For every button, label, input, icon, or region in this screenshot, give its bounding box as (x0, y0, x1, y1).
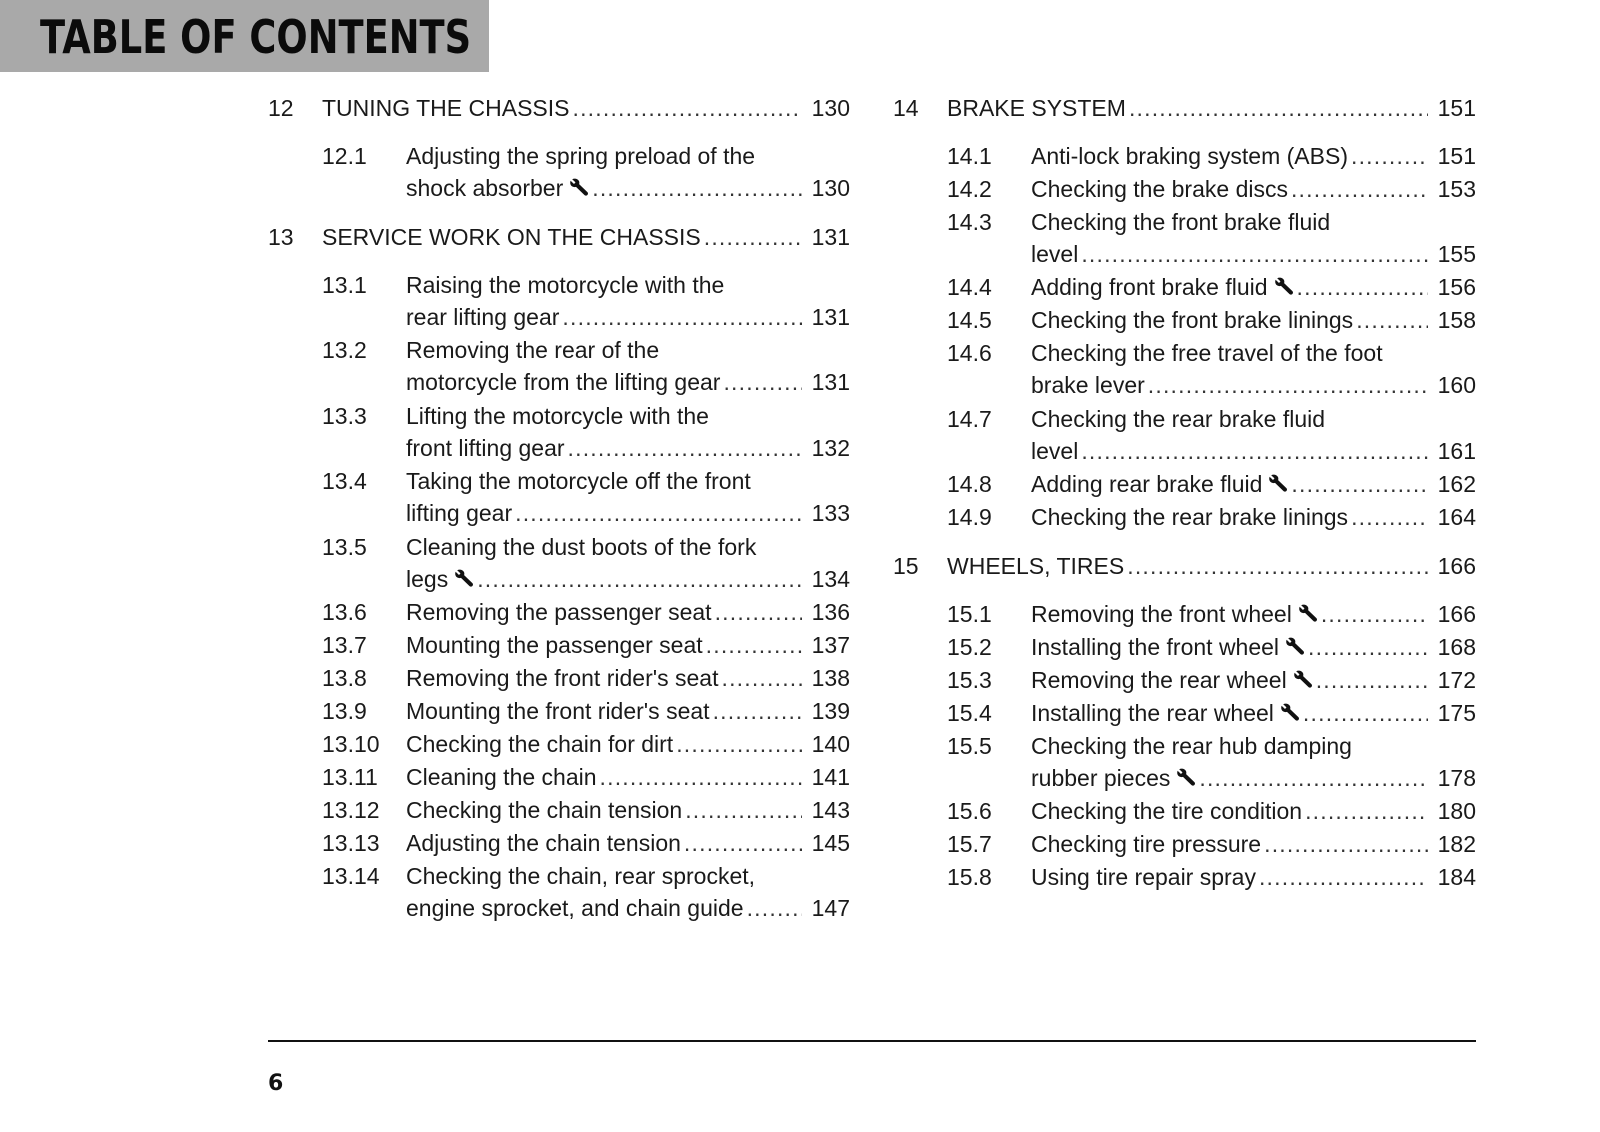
entry-page-number[interactable]: 139 (811, 698, 850, 724)
entry-number: 14.2 (947, 176, 992, 202)
entry-page-number[interactable]: 131 (811, 224, 850, 250)
entry-page-number[interactable]: 130 (811, 175, 850, 201)
entry-number: 13.2 (322, 337, 367, 363)
entry-title: Removing the passenger seat (406, 599, 712, 625)
entry-line (406, 400, 850, 432)
footer-divider (268, 1040, 1476, 1042)
dot-leader (1129, 92, 1428, 124)
entry-title: rubber pieces (1031, 765, 1171, 791)
dot-leader (573, 92, 803, 124)
entry-title: TUNING THE CHASSIS (322, 95, 570, 121)
entry-title-area (406, 761, 850, 793)
entry-title-area (406, 695, 850, 727)
dot-leader (1308, 631, 1428, 663)
entry-line (406, 662, 850, 694)
entry-title: Checking the chain for dirt (406, 731, 674, 757)
dot-leader (1351, 140, 1428, 172)
entry-number: 14.6 (947, 340, 992, 366)
entry-page-number[interactable]: 168 (1437, 634, 1476, 660)
dot-leader (477, 563, 802, 595)
dot-leader (676, 728, 802, 760)
entry-title-area (1031, 795, 1476, 827)
entry-number: 13.13 (322, 830, 380, 856)
entry-number: 13.3 (322, 403, 367, 429)
entry-page-number[interactable]: 178 (1437, 765, 1476, 791)
dot-leader (1291, 173, 1428, 205)
dot-leader (1321, 598, 1428, 630)
entry-title: motorcycle from the lifting gear (406, 369, 721, 395)
entry-title-area (1031, 468, 1476, 500)
entry-number: 14.8 (947, 471, 992, 497)
entry-line (406, 531, 850, 563)
entry-title-area (406, 860, 850, 924)
entry-line (406, 728, 850, 760)
entry-line (1031, 730, 1476, 762)
entry-title: Using tire repair spray (1031, 864, 1256, 890)
dot-leader (1303, 697, 1428, 729)
entry-line (406, 465, 850, 497)
dot-leader (1264, 828, 1428, 860)
dot-leader (515, 497, 802, 529)
dot-leader (1148, 369, 1428, 401)
entry-number: 13.11 (322, 764, 378, 790)
page-title: TABLE OF CONTENTS (40, 10, 472, 64)
entry-title-area (406, 140, 850, 204)
entry-page-number[interactable]: 132 (811, 435, 850, 461)
entry-page-number[interactable]: 143 (811, 797, 850, 823)
entry-title: Checking the tire condition (1031, 798, 1303, 824)
entry-title: Removing the front wheel (1031, 601, 1292, 627)
entry-number: 13.7 (322, 632, 367, 658)
entry-page-number[interactable]: 130 (811, 95, 850, 121)
entry-number: 13 (268, 224, 294, 250)
entry-page-number[interactable]: 138 (811, 665, 850, 691)
entry-title-area (1031, 337, 1476, 401)
entry-title-area (1031, 501, 1476, 533)
dot-leader (568, 432, 802, 464)
entry-title: Removing the rear wheel (1031, 667, 1287, 693)
dot-leader (1305, 795, 1428, 827)
entry-page-number[interactable]: 136 (811, 599, 850, 625)
entry-page-number[interactable]: 131 (811, 304, 850, 330)
entry-number: 13.14 (322, 863, 380, 889)
entry-number: 12.1 (322, 143, 367, 169)
entry-number: 12 (268, 95, 294, 121)
entry-number: 15.6 (947, 798, 992, 824)
entry-page-number[interactable]: 164 (1437, 504, 1476, 530)
entry-line (322, 92, 850, 124)
entry-number: 13.9 (322, 698, 367, 724)
dot-leader (706, 629, 802, 661)
entry-line (1031, 468, 1476, 500)
entry-line (406, 892, 850, 924)
entry-title: Checking the brake discs (1031, 176, 1288, 202)
entry-number: 13.10 (322, 731, 380, 757)
entry-page-number[interactable]: 145 (811, 830, 850, 856)
entry-number: 14.4 (947, 274, 992, 300)
entry-title-area (1031, 173, 1476, 205)
entry-title: Installing the front wheel (1031, 634, 1280, 660)
entry-line (406, 794, 850, 826)
entry-number: 13.8 (322, 665, 367, 691)
entry-title: Cleaning the dust boots of the fork (406, 534, 757, 560)
dot-leader (721, 662, 802, 694)
entry-title: Mounting the passenger seat (406, 632, 703, 658)
dot-leader (684, 827, 802, 859)
entry-title: rear lifting gear (406, 304, 560, 330)
wrench-icon (1298, 604, 1318, 622)
entry-title: Taking the motorcycle off the front (406, 468, 751, 494)
dot-leader (685, 794, 802, 826)
dot-leader (1127, 550, 1428, 582)
entry-page-number[interactable]: 175 (1437, 700, 1476, 726)
entry-line (406, 761, 850, 793)
dot-leader (592, 172, 802, 204)
entry-title: Raising the motorcycle with the (406, 272, 725, 298)
entry-page-number[interactable]: 141 (811, 764, 850, 790)
entry-title: WHEELS, TIRES (947, 553, 1125, 579)
entry-title: front lifting gear (406, 435, 565, 461)
entry-page-number[interactable]: 166 (1437, 601, 1476, 627)
entry-line (1031, 795, 1476, 827)
entry-line (1031, 403, 1476, 435)
entry-page-number[interactable]: 180 (1437, 798, 1476, 824)
header-band (0, 0, 489, 72)
entry-title-area (947, 550, 1476, 582)
entry-line (406, 172, 850, 204)
entry-line (406, 695, 850, 727)
entry-number: 15 (893, 553, 919, 579)
entry-title-area (406, 269, 850, 333)
dot-leader (1316, 664, 1428, 696)
entry-line (1031, 369, 1476, 401)
wrench-icon (1293, 670, 1313, 688)
entry-title-area (406, 400, 850, 464)
entry-line (406, 563, 850, 595)
entry-page-number[interactable]: 172 (1437, 667, 1476, 693)
entry-title: Adjusting the chain tension (406, 830, 681, 856)
entry-title: engine sprocket, and chain guide (406, 895, 744, 921)
entry-page-number[interactable]: 131 (811, 369, 850, 395)
entry-title: shock absorber (406, 175, 564, 201)
entry-page-number[interactable]: 134 (811, 566, 850, 592)
entry-title-area (322, 221, 850, 253)
entry-title-area (1031, 140, 1476, 172)
entry-line (406, 596, 850, 628)
entry-title-area (1031, 631, 1476, 663)
wrench-icon (454, 569, 474, 587)
entry-line (1031, 598, 1476, 630)
entry-page-number[interactable]: 161 (1437, 438, 1476, 464)
entry-title-area (947, 92, 1476, 124)
entry-line (1031, 337, 1476, 369)
entry-title: SERVICE WORK ON THE CHASSIS (322, 224, 701, 250)
entry-page-number[interactable]: 153 (1437, 176, 1476, 202)
entry-title: level (1031, 438, 1079, 464)
wrench-icon (1176, 768, 1196, 786)
entry-title: Removing the front rider's seat (406, 665, 719, 691)
entry-title: Checking the free travel of the foot (1031, 340, 1383, 366)
entry-line (1031, 762, 1476, 794)
entry-title: Anti-lock braking system (ABS) (1031, 143, 1348, 169)
entry-line (1031, 664, 1476, 696)
entry-title: lifting gear (406, 500, 513, 526)
entry-title-area (406, 629, 850, 661)
entry-line (406, 629, 850, 661)
entry-number: 14 (893, 95, 919, 121)
entry-line (1031, 631, 1476, 663)
entry-number: 14.5 (947, 307, 992, 333)
entry-title: Adding front brake fluid (1031, 274, 1268, 300)
wrench-icon (569, 178, 589, 196)
entry-line (947, 550, 1476, 582)
entry-page-number[interactable]: 162 (1437, 471, 1476, 497)
entry-page-number[interactable]: 158 (1437, 307, 1476, 333)
entry-title-area (1031, 304, 1476, 336)
entry-title-area (406, 531, 850, 595)
entry-title-area (406, 596, 850, 628)
entry-title: Checking the rear hub damping (1031, 733, 1352, 759)
entry-title: Checking the rear brake fluid (1031, 406, 1326, 432)
entry-title-area (1031, 861, 1476, 893)
entry-title: Checking the chain tension (406, 797, 683, 823)
entry-title: legs (406, 566, 449, 592)
entry-page-number[interactable]: 140 (811, 731, 850, 757)
entry-number: 13.4 (322, 468, 367, 494)
entry-number: 15.4 (947, 700, 992, 726)
entry-page-number[interactable]: 156 (1437, 274, 1476, 300)
entry-line (1031, 501, 1476, 533)
entry-line (1031, 173, 1476, 205)
entry-title: Checking the front brake fluid (1031, 209, 1331, 235)
dot-leader (1356, 304, 1428, 336)
entry-title-area (1031, 206, 1476, 270)
dot-leader (600, 761, 802, 793)
wrench-icon (1274, 277, 1294, 295)
dot-leader (1259, 861, 1428, 893)
entry-page-number[interactable]: 155 (1437, 241, 1476, 267)
entry-line (406, 269, 850, 301)
entry-title-area (406, 728, 850, 760)
entry-line (406, 301, 850, 333)
entry-number: 14.1 (947, 143, 992, 169)
entry-title: Mounting the front rider's seat (406, 698, 710, 724)
entry-number: 15.2 (947, 634, 992, 660)
entry-number: 15.8 (947, 864, 992, 890)
entry-title-area (406, 662, 850, 694)
entry-line (1031, 238, 1476, 270)
dot-leader (713, 695, 802, 727)
entry-title-area (406, 827, 850, 859)
dot-leader (715, 596, 802, 628)
entry-page-number[interactable]: 166 (1437, 553, 1476, 579)
entry-page-number[interactable]: 137 (811, 632, 850, 658)
entry-number: 13.6 (322, 599, 367, 625)
entry-line (322, 221, 850, 253)
entry-title: Installing the rear wheel (1031, 700, 1274, 726)
entry-title-area (406, 794, 850, 826)
entry-page-number[interactable]: 184 (1437, 864, 1476, 890)
entry-title: Checking the front brake linings (1031, 307, 1354, 333)
entry-title-area (1031, 697, 1476, 729)
entry-title-area (406, 465, 850, 529)
dot-leader (562, 301, 802, 333)
entry-line (406, 432, 850, 464)
entry-title: Adjusting the spring preload of the (406, 143, 756, 169)
wrench-icon (1268, 474, 1288, 492)
entry-line (406, 140, 850, 172)
dot-leader (1081, 238, 1428, 270)
entry-page-number[interactable]: 160 (1437, 372, 1476, 398)
entry-title-area (1031, 403, 1476, 467)
page-number: 6 (268, 1071, 284, 1096)
entry-number: 13.1 (322, 272, 367, 298)
entry-number: 15.1 (947, 601, 992, 627)
entry-title: Checking the chain, rear sprocket, (406, 863, 756, 889)
dot-leader (704, 221, 802, 253)
dot-leader (1199, 762, 1428, 794)
entry-line (1031, 435, 1476, 467)
entry-line (1031, 271, 1476, 303)
entry-title: Checking tire pressure (1031, 831, 1262, 857)
entry-line (406, 497, 850, 529)
entry-title-area (1031, 664, 1476, 696)
entry-title-area (1031, 598, 1476, 630)
entry-line (1031, 828, 1476, 860)
entry-line (406, 860, 850, 892)
entry-page-number[interactable]: 182 (1437, 831, 1476, 857)
entry-number: 15.3 (947, 667, 992, 693)
entry-line (406, 334, 850, 366)
dot-leader (747, 892, 802, 924)
entry-title: Removing the rear of the (406, 337, 660, 363)
entry-title: Cleaning the chain (406, 764, 597, 790)
entry-line (1031, 140, 1476, 172)
entry-number: 15.7 (947, 831, 992, 857)
entry-title-area (1031, 828, 1476, 860)
entry-line (947, 92, 1476, 124)
entry-title: level (1031, 241, 1079, 267)
entry-line (1031, 697, 1476, 729)
dot-leader (1351, 501, 1428, 533)
entry-line (1031, 206, 1476, 238)
entry-page-number[interactable]: 147 (811, 895, 850, 921)
entry-title-area (322, 92, 850, 124)
entry-title: Checking the rear brake linings (1031, 504, 1349, 530)
entry-title: brake lever (1031, 372, 1145, 398)
entry-line (406, 827, 850, 859)
dot-leader (1291, 468, 1428, 500)
entry-title-area (1031, 271, 1476, 303)
entry-number: 14.3 (947, 209, 992, 235)
entry-title: Adding rear brake fluid (1031, 471, 1263, 497)
wrench-icon (1280, 703, 1300, 721)
entry-title: Lifting the motorcycle with the (406, 403, 709, 429)
entry-line (1031, 304, 1476, 336)
entry-line (1031, 861, 1476, 893)
entry-number: 14.7 (947, 406, 992, 432)
entry-line (406, 366, 850, 398)
entry-number: 15.5 (947, 733, 992, 759)
entry-page-number[interactable]: 151 (1437, 143, 1476, 169)
entry-page-number[interactable]: 151 (1437, 95, 1476, 121)
entry-title-area (406, 334, 850, 398)
entry-page-number[interactable]: 133 (811, 500, 850, 526)
entry-title: BRAKE SYSTEM (947, 95, 1126, 121)
dot-leader (1297, 271, 1428, 303)
entry-number: 14.9 (947, 504, 992, 530)
dot-leader (723, 366, 802, 398)
dot-leader (1081, 435, 1428, 467)
entry-number: 13.5 (322, 534, 367, 560)
entry-title-area (1031, 730, 1476, 794)
wrench-icon (1285, 637, 1305, 655)
entry-number: 13.12 (322, 797, 380, 823)
